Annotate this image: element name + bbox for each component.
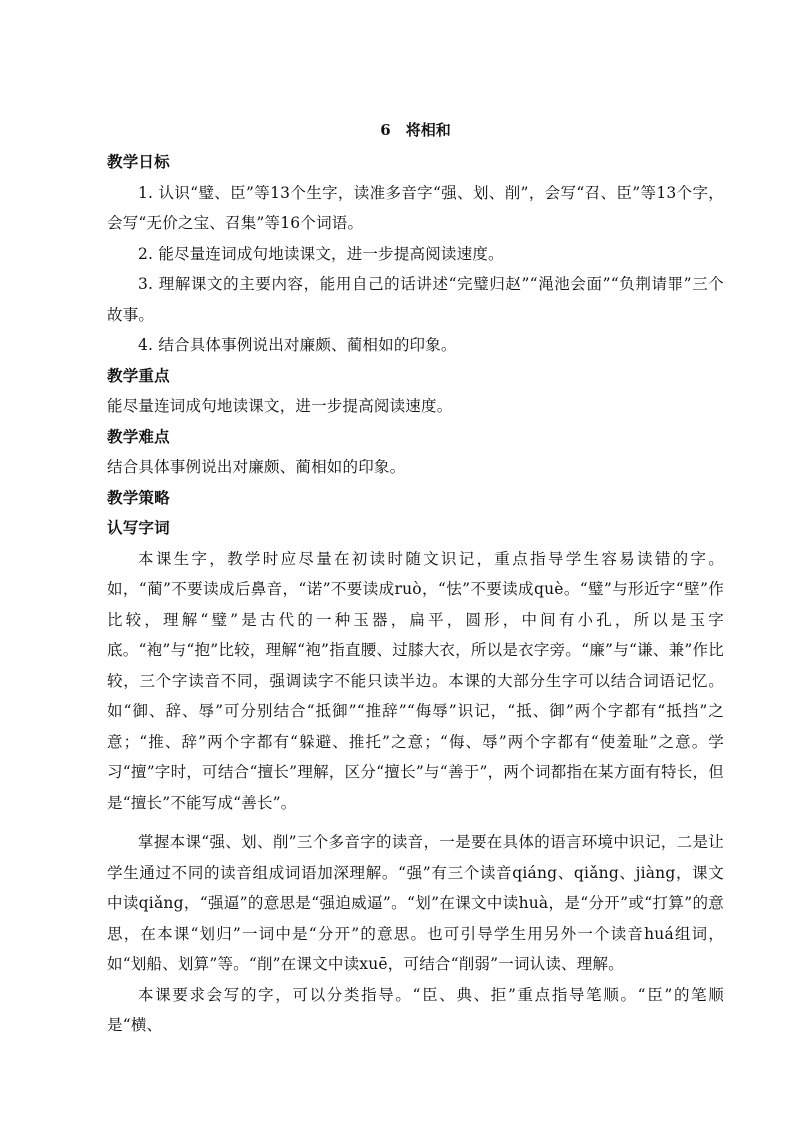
paragraph: 2. 能尽量连词成句地读课文，进一步提高阅读速度。 [138, 244, 504, 263]
section-heading: 教学日标 [107, 152, 170, 171]
paragraph: 本课要求会写的字，可以分类指导。“臣、典、拒”重点指导笔顺。“臣”的笔顺是“横、 [107, 985, 724, 1034]
lesson-title: 6 将相和 [380, 121, 451, 139]
paragraph: 4. 结合具体事例说出对廉颇、蔺相如的印象。 [138, 336, 457, 354]
document-body [107, 118, 724, 1041]
lesson-sections [107, 147, 724, 1041]
paragraph: 3. 理解课文的主要内容，能用自己的话讲述“完璧归赵”“渑池会面”“负荆请罪”三个故事。 [107, 275, 724, 324]
section-heading: 教学难点 [107, 426, 170, 446]
paragraph: 掌握本课“强、划、削”三个多音字的读音，一是要在具体的语言环境中识记，二是让学生通过不同的读音组成词语加深理解。“强”有三个读音qiáng、qiǎng、jiàng，课文中读qiǎng，“强逼”的意思是“强迫威逼”。“划”在课文中读huà，是“分开”或“打算”的意思，在本课“划归”一词中是“分开”的意思。也可引导学生用另外一个读音huá组词，如“划船、划算”等。“削”在课文中读xuē，可结合“削弱”一词认读、理解。 [107, 833, 724, 973]
section-heading: 教学重点 [107, 365, 170, 385]
paragraph: 1. 认识“璧、臣”等13个生字，读准多音字“强、划、削”，会写“召、臣”等13个字，会写“无价之宝、召集”等16个词语。 [107, 183, 724, 232]
paragraph: 本课生字，教学时应尽量在初读时随文识记，重点指导学生容易读错的字。如，“蔺”不要读成后鼻音，“诺”不要读成ruò，“怯”不要读成què。“璧”与形近字“壁”作比较，理解“璧”是古代的一种玉器，扁平，圆形，中间有小孔，所以是玉字底。“袍”与“抱”比较，理解“袍”指直腰、过膝大衣，所以是衣字旁。“廉”与“谦、兼”作比较，三个字读音不同，强调读字不能只读半边。本课的大部分生字可以结合词语记忆。如“御、辞、辱”可分别结合“抵御”“推辞”“侮辱”识记，“抵、御”两个字都有“抵挡”之意；“推、辞”两个字都有“躲避、推托”之意；“侮、辱”两个字都有“使羞耻”之意。学习“擅”字时，可结合“擅长”理解，区分“擅长”与“善于”，两个词都指在某方面有特长，但是“擅长”不能写成“善长”。 [107, 549, 724, 812]
paragraph: 能尽量连词成句地读课文，进一步提高阅读速度。 [107, 397, 453, 415]
paragraph: 结合具体事例说出对廉颇、蔺相如的印象。 [107, 458, 406, 476]
section-heading: 教学策略 [107, 487, 170, 507]
paragraph-gap [107, 818, 724, 827]
section-heading: 认写字词 [107, 518, 170, 537]
